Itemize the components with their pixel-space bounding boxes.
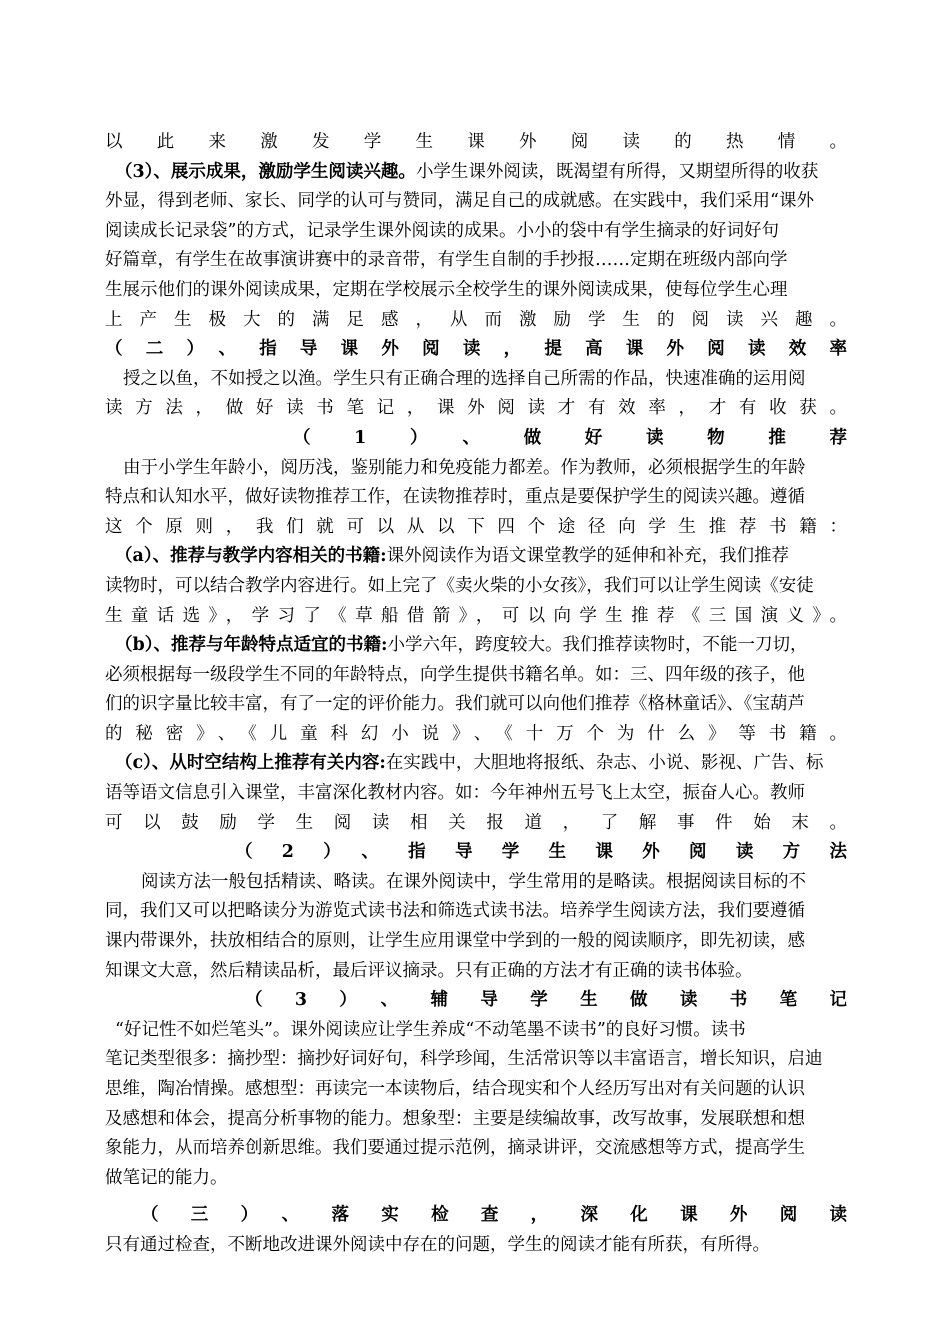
text-span: 必须根据每一级段学生不同的年龄特点，向学生提供书籍名单。如：三、四年级的孩子，他 [105,664,805,685]
text-span: “好记性不如烂笔头”。课外阅读应让学生养成“不动笔墨不读书”的良好习惯。读书 [115,1019,746,1040]
text-span: 们的识字量比较丰富，有了一定的评价能力。我们就可以向他们推荐《格林童话》、《宝葫芦 [105,694,805,715]
bold-heading-span: （三）、落实检查，深化课外阅读 [141,1205,847,1226]
text-span: 在实践中，大胆地将报纸、杂志、小说、影视、广告、标 [385,753,824,774]
text-span: 由于小学生年龄小，阅历浅，鉴别能力和免疫能力都差。作为教师，必须根据学生的年龄 [123,457,806,478]
text-span: 上产生极大的满足感，从而激励学生的阅读兴趣。 [105,309,847,330]
text-span: 小学六年，跨度较大。我们推荐读物时，不能一刀切， [387,635,808,656]
text-line [105,957,847,987]
text-line [105,631,847,661]
text-span: 读物时，可以结合教学内容进行。如上完了《卖火柴的小女孩》，我们可以让学生阅读《安徒 [105,575,814,596]
text-span: 语等语文信息引入课堂，丰富深化教材内容。如：今年神州五号飞上太空，振奋人心。教师 [105,783,805,804]
text-line [105,483,847,513]
text-line [105,1016,847,1046]
text-span: 知课文大意，然后精读品析，最后评议摘录。只有正确的方法才有正确的读书体验。 [105,960,753,981]
text-line [105,335,847,365]
text-line [105,187,847,217]
text-span: 好篇章，有学生在故事演讲赛中的录音带，有学生自制的手抄报……定期在班级内部向学 [105,250,788,271]
text-line [105,394,847,424]
text-line [105,661,847,691]
text-line [105,128,847,158]
bold-heading-span: （c）、从时空结构上推荐有关内容: [115,753,386,774]
bold-heading-span: （二）、指导课外阅读，提高课外阅读效率 [105,339,847,360]
text-span: 生展示他们的课外阅读成果，定期在学校展示全校学生的课外阅读成果，使每位学生心理 [105,279,788,300]
text-line [105,365,847,395]
text-line [105,1105,847,1135]
text-line [105,217,847,247]
text-line [105,276,847,306]
text-span: 只有通过检查，不断地改进课外阅读中存在的问题，学生的阅读才能有所获，有所得。 [105,1234,770,1255]
text-span: 象能力，从而培养创新思维。我们要通过提示范例，摘录讲评，交流感想等方式，提高学生 [105,1138,805,1159]
text-span: 这个原则，我们就可以从以下四个途径向学生推荐书籍： [105,516,847,537]
text-line [105,424,847,454]
text-line [105,1201,847,1231]
text-span: 读方法，做好读书笔记，课外阅读才有效率，才有收获。 [105,398,847,419]
text-line [105,602,847,632]
text-line [105,246,847,276]
bold-heading-span: （b）、推荐与年龄特点适宜的书籍: [115,635,388,656]
bold-heading-span: （1）、做好读物推荐 [293,427,847,448]
text-line [105,897,847,927]
text-line [105,158,847,188]
text-line [105,868,847,898]
text-line [105,513,847,543]
text-line [105,1075,847,1105]
text-line [105,572,847,602]
text-span: 同，我们又可以把略读分为游览式读书法和筛选式读书法。培养学生阅读方法，我们要遵循 [105,901,805,922]
text-span: 做笔记的能力。 [105,1167,228,1188]
text-span: 课内带课外，扶放相结合的原则，让学生应用课堂中学到的一般的阅读顺序，即先初读，感 [105,931,805,952]
bold-heading-span: （3）、展示成果，激励学生阅读兴趣。 [115,161,416,182]
bold-heading-span: （2）、指导学生课外阅读方法 [235,842,847,863]
text-span: 及感想和体会，提高分析事物的能力。想象型：主要是续编故事，改写故事，发展联想和想 [105,1108,805,1129]
text-line [105,1231,847,1261]
text-line [105,542,847,572]
text-line [105,838,847,868]
text-span: 小学生课外阅读，既渴望有所得，又期望所得的收获 [415,161,819,182]
text-span: 特点和认知水平，做好读物推荐工作，在读物推荐时，重点是要保护学生的阅读兴趣。遵循 [105,487,805,508]
text-line [105,986,847,1016]
text-line [105,690,847,720]
text-span: 课外阅读作为语文课堂教学的延伸和补充，我们推荐 [386,546,790,567]
bold-heading-span: （a）、推荐与教学内容相关的书籍: [115,546,387,567]
text-line [105,749,847,779]
text-line [105,720,847,750]
text-line [105,1045,847,1075]
text-line [105,927,847,957]
text-line [105,809,847,839]
text-line [105,454,847,484]
text-span: 外显，得到老师、家长、同学的认可与赞同，满足自己的成就感。在实践中，我们采用“课外 [105,191,814,212]
text-span: 的秘密》、《儿童科幻小说》、《十万个为什么》等书籍。 [105,723,847,744]
text-span: 可以鼓励学生阅读相关报道，了解事件始末。 [105,812,847,833]
document-page [105,128,847,1261]
text-line [105,306,847,336]
text-span: 阅读方法一般包括精读、略读。在课外阅读中，学生常用的是略读。根据阅读目标的不 [141,871,806,892]
text-span: 授之以鱼，不如授之以渔。学生只有正确合理的选择自己所需的作品，快速准确的运用阅 [123,368,806,389]
text-span: 思维，陶冶情操。感想型：再读完一本读物后，结合现实和个人经历写出对有关问题的认识 [105,1079,805,1099]
text-span: 以此来激发学生课外阅读的热情。 [105,132,847,152]
text-span: 生童话选》，学习了《草船借箭》，可以向学生推荐《三国演义》。 [105,605,847,626]
text-span: 笔记类型很多：摘抄型：摘抄好词好句，科学珍闻，生活常识等以丰富语言，增长知识，启迪 [105,1049,823,1070]
text-line [105,1164,847,1194]
bold-heading-span: （3）、辅导学生做读书笔记 [245,990,847,1011]
text-line [105,1134,847,1164]
text-span: 阅读成长记录袋”的方式，记录学生课外阅读的成果。小小的袋中有学生摘录的好词好句 [105,220,779,241]
text-line [105,779,847,809]
